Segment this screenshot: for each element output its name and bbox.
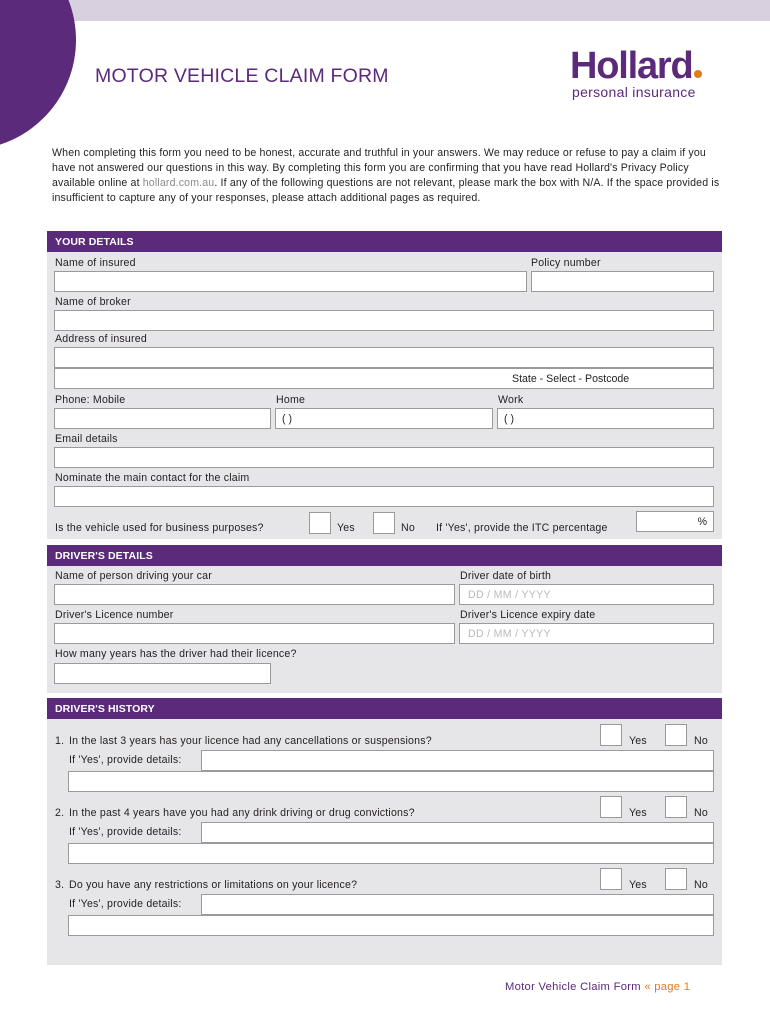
email-input[interactable]: [54, 447, 714, 468]
q1-no-label: No: [694, 735, 708, 747]
phone-mobile-label: Phone: Mobile: [55, 394, 126, 406]
phone-work-input[interactable]: [497, 408, 714, 429]
q3-details-input-2[interactable]: [68, 915, 714, 936]
driver-dob-label: Driver date of birth: [460, 570, 552, 582]
percent-sign: %: [697, 516, 707, 528]
address-line-1-input[interactable]: [54, 347, 714, 368]
privacy-link[interactable]: hollard.com.au: [142, 177, 215, 189]
q2-number: 2.: [55, 807, 65, 819]
q1-details-input[interactable]: [201, 750, 714, 771]
business-no-label: No: [401, 522, 415, 534]
address-line-2-input[interactable]: [54, 368, 714, 389]
q3-yes-checkbox[interactable]: [600, 868, 622, 890]
business-yes-label: Yes: [337, 522, 355, 534]
q2-no-label: No: [694, 807, 708, 819]
years-licence-input[interactable]: [54, 663, 271, 684]
intro-text-1: When completing this form you need to be honest, accurate and truthful in your answers. We may reduce or refuse to pay a claim if you have not answered our questions in this way. By completing this form you are confirming that you have read Hollard's Privacy Policy available online at: [52, 147, 706, 189]
q3-details-input[interactable]: [201, 894, 714, 915]
logo-dot-icon: [694, 70, 702, 78]
hollard-logo: [570, 46, 720, 100]
dob-placeholder: DD / MM / YYYY: [468, 589, 551, 601]
page-footer: [505, 981, 690, 993]
your-details-heading: YOUR DETAILS: [47, 231, 722, 252]
phone-work-label: Work: [498, 394, 524, 406]
logo-wordmark: Hollard: [570, 45, 693, 87]
q2-text: In the past 4 years have you had any drink driving or drug convictions?: [69, 807, 415, 819]
expiry-placeholder: DD / MM / YYYY: [468, 628, 551, 640]
corner-decoration: [0, 0, 76, 150]
name-of-insured-label: Name of insured: [55, 257, 136, 269]
home-area-code: ( ): [282, 413, 292, 425]
main-contact-input[interactable]: [54, 486, 714, 507]
q3-details-label: If 'Yes', provide details:: [69, 898, 182, 910]
itc-percentage-input[interactable]: [636, 511, 714, 532]
q2-no-checkbox[interactable]: [665, 796, 687, 818]
driver-dob-input[interactable]: [459, 584, 714, 605]
footer-label: Motor Vehicle Claim Form: [505, 981, 641, 993]
driver-name-input[interactable]: [54, 584, 455, 605]
q3-number: 3.: [55, 879, 65, 891]
policy-number-input[interactable]: [531, 271, 714, 292]
page-title: MOTOR VEHICLE CLAIM FORM: [95, 65, 389, 87]
name-of-insured-input[interactable]: [54, 271, 527, 292]
policy-number-label: Policy number: [531, 257, 601, 269]
licence-number-label: Driver's Licence number: [55, 609, 174, 621]
driver-name-label: Name of person driving your car: [55, 570, 212, 582]
itc-question: If 'Yes', provide the ITC percentage: [436, 522, 608, 534]
phone-mobile-input[interactable]: [54, 408, 271, 429]
q1-number: 1.: [55, 735, 65, 747]
business-purposes-question: Is the vehicle used for business purposes?: [55, 522, 264, 534]
q2-details-label: If 'Yes', provide details:: [69, 826, 182, 838]
address-label: Address of insured: [55, 333, 147, 345]
business-no-checkbox[interactable]: [373, 512, 395, 534]
phone-home-input[interactable]: [275, 408, 493, 429]
q1-text: In the last 3 years has your licence had any cancellations or suspensions?: [69, 735, 432, 747]
drivers-history-section: [47, 698, 722, 965]
phone-home-label: Home: [276, 394, 306, 406]
licence-expiry-input[interactable]: [459, 623, 714, 644]
business-yes-checkbox[interactable]: [309, 512, 331, 534]
q1-yes-checkbox[interactable]: [600, 724, 622, 746]
q3-text: Do you have any restrictions or limitations on your licence?: [69, 879, 358, 891]
footer-page-number: « page 1: [644, 981, 691, 993]
name-of-broker-input[interactable]: [54, 310, 714, 331]
state-postcode-label: State - Select - Postcode: [512, 373, 630, 385]
main-contact-label: Nominate the main contact for the claim: [55, 472, 250, 484]
intro-paragraph: [52, 146, 724, 206]
email-label: Email details: [55, 433, 118, 445]
drivers-details-heading: DRIVER'S DETAILS: [47, 545, 722, 566]
q1-yes-label: Yes: [629, 735, 647, 747]
q3-yes-label: Yes: [629, 879, 647, 891]
logo-subtitle: personal insurance: [572, 84, 696, 100]
years-licence-label: How many years has the driver had their licence?: [55, 648, 297, 660]
work-area-code: ( ): [504, 413, 514, 425]
licence-expiry-label: Driver's Licence expiry date: [460, 609, 596, 621]
q2-yes-label: Yes: [629, 807, 647, 819]
q1-details-input-2[interactable]: [68, 771, 714, 792]
q1-details-label: If 'Yes', provide details:: [69, 754, 182, 766]
q2-details-input[interactable]: [201, 822, 714, 843]
intro-text-2: . If any of the following questions are not relevant, please mark the box with N/A. If the space provided is insufficient to capture any of your responses, please attach additional pages as required.: [52, 177, 720, 204]
top-band: [0, 0, 770, 21]
q1-no-checkbox[interactable]: [665, 724, 687, 746]
your-details-section: [47, 231, 722, 539]
q2-yes-checkbox[interactable]: [600, 796, 622, 818]
name-of-broker-label: Name of broker: [55, 296, 131, 308]
drivers-history-heading: DRIVER'S HISTORY: [47, 698, 722, 719]
q2-details-input-2[interactable]: [68, 843, 714, 864]
drivers-details-section: [47, 545, 722, 693]
q3-no-label: No: [694, 879, 708, 891]
licence-number-input[interactable]: [54, 623, 455, 644]
q3-no-checkbox[interactable]: [665, 868, 687, 890]
